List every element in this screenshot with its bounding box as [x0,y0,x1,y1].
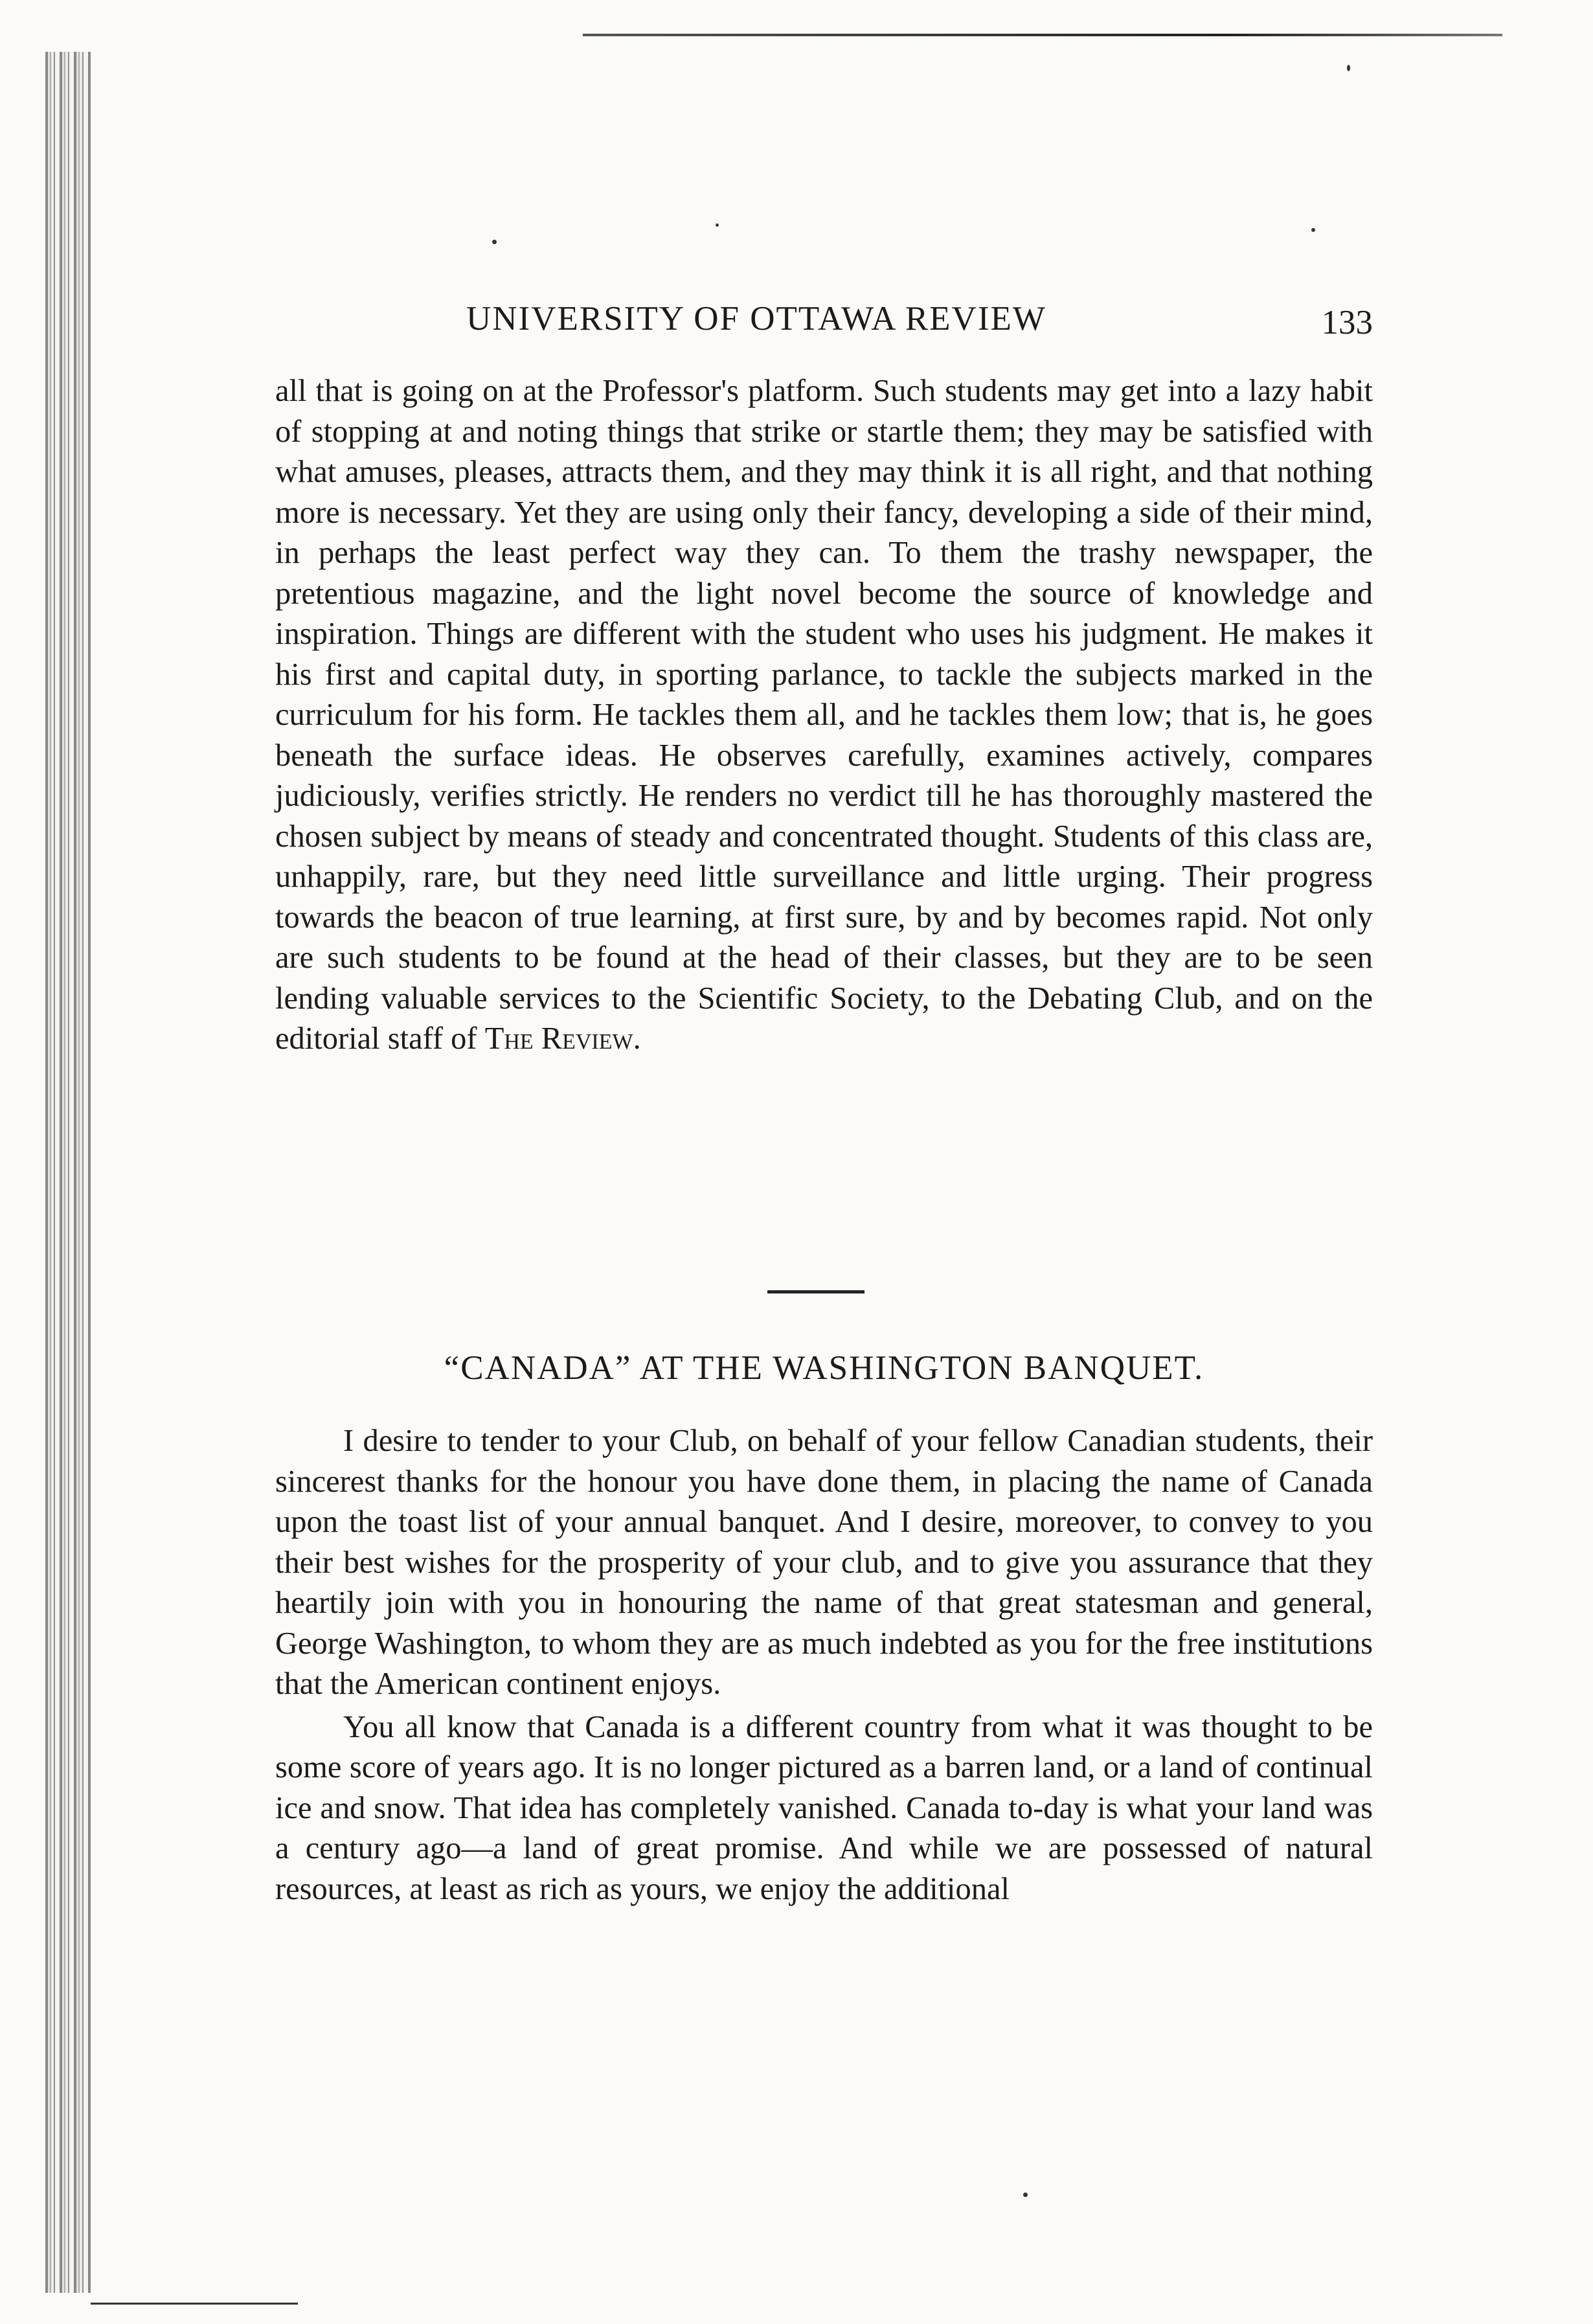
bottom-rule [91,2303,298,2305]
scan-speck [492,240,497,244]
scan-speck [1023,2193,1028,2197]
paragraph-text: all that is going on at the Professor's platform. Such students may get into a lazy habit of stopping at and noting things that strike or startle them; they may be satisfied with what amuses, pleases, attracts them, and they may think it is all right, and that nothing more is necessary. Yet they are using only their fancy, developing a side of their mind, in perhaps the least perfect way they can. To them the trashy newspaper, the pretentious magazine, and the light novel become the source of knowledge and inspiration. Things are different with the student who uses his judgment. He makes it his first and capital duty, in sporting parlance, to tackle the subjects marked in the curriculum for his form. He tackles them all, and he tackles them low; that is, he goes beneath the surface ideas. He observes carefully, examines actively, compares judiciously, verifies strictly. He renders no verdict till he has thoroughly mastered the chosen subject by means of steady and concentrated thought. Students of this class are, unhappily, rare, but they need little surveillance and little urging. Their progress towards the beacon of true learning, at first sure, by and by becomes rapid. Not only are such students to be found at the head of their classes, but they are to be seen lending valuable services to the Scientific Society, to the Debating Club, and on the editorial staff of [275,374,1373,1056]
page-number: 133 [1321,304,1373,341]
running-head [466,299,1373,345]
paragraph [275,371,1373,1060]
paragraph: I desire to tender to your Club, on behalf of your fellow Canadian students, their sincerest thanks for the honour you have done them, in placing the name of Canada upon the toast list of your annual banquet. And I desire, moreover, to convey to you their best wishes for the prosperity of your club, and to give you assurance that they heartily join with you in honouring the name of that great statesman and general, George Washington, to whom they are as much indebted as you for the free institutions that the American continent enjoys. [275,1424,1373,1701]
binding-edge [45,52,91,2293]
article-heading: “CANADA” AT THE WASHINGTON BANQUET. [444,1349,1204,1387]
scan-speck [716,223,719,227]
continued-paragraph [275,371,1373,1060]
article-body [275,1421,1373,1909]
section-divider [767,1290,864,1293]
scan-speck [1311,228,1315,232]
running-title: UNIVERSITY OF OTTAWA REVIEW [466,300,1046,337]
scan-speck [1347,65,1350,71]
journal-name: The Review. [484,1021,641,1056]
top-rule [583,34,1502,36]
paragraph: You all know that Canada is a different country from what it was thought to be some score of years ago. It is no longer pictured as a barren land, or a land of continual ice and snow. That idea has completely vanished. Canada to-day is what your land was a century ago—a land of great promise. And while we are possessed of natural resources, at least as rich as yours, we enjoy the additional [275,1709,1373,1906]
